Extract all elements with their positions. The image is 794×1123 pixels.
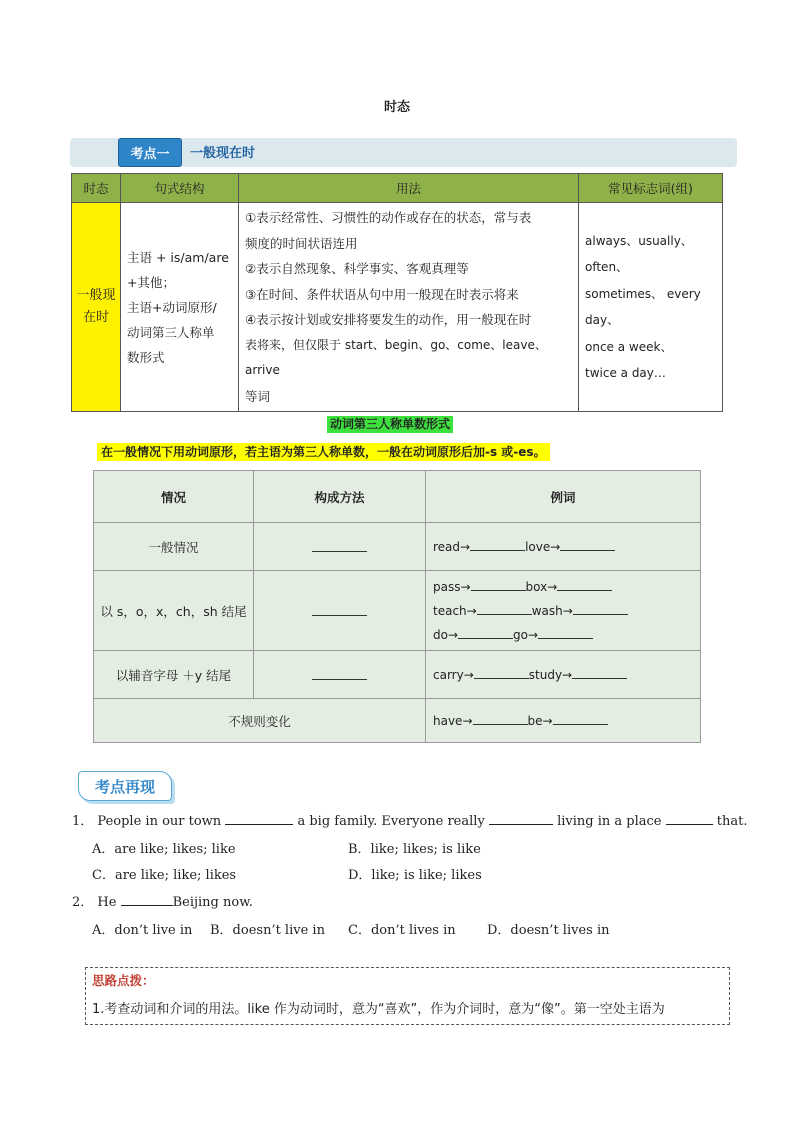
signal-line: always、usually、often、: [585, 233, 693, 274]
signals-cell: [579, 203, 723, 412]
header-case: 情况: [94, 471, 254, 523]
header-structure: 句式结构: [121, 174, 239, 203]
usage-cell: [239, 203, 579, 412]
method-blank[interactable]: [254, 571, 426, 651]
tense-table-header: [72, 174, 723, 203]
answer-blank[interactable]: [225, 812, 293, 825]
usage-line: ②表示自然现象、科学事实、客观真理等: [245, 261, 469, 276]
tense-table-row: [72, 203, 723, 412]
case-cell: 不规则变化: [94, 699, 426, 743]
third-person-heading: 动词第三人称单数形式: [327, 416, 453, 433]
examples-cell: pass→ box→ teach→ wash→ do→ go→: [426, 571, 701, 651]
table-row: [94, 571, 701, 651]
option-c[interactable]: C．are like; like; likes: [92, 868, 237, 883]
option-a[interactable]: A．are like; likes; like: [92, 842, 236, 857]
usage-line: ①表示经常性、习惯性的动作或存在的状态，常与表: [245, 210, 532, 225]
question-1: 1． People in our town a big family. Everyone really living in a place that.: [72, 814, 748, 829]
header-signals: 常见标志词(组): [579, 174, 723, 203]
table-row: [94, 523, 701, 571]
option-c[interactable]: C．don’t lives in: [348, 923, 456, 938]
case-cell: 以 s，o，x，ch，sh 结尾: [94, 571, 254, 651]
third-person-rule: 在一般情况下用动词原形，若主语为第三人称单数，一般在动词原形后加-s 或-es。: [97, 443, 550, 461]
structure-cell: [121, 203, 239, 412]
structure-line: 数形式: [127, 349, 165, 365]
question-2: 2． He Beijing now.: [72, 895, 253, 910]
usage-line: 频度的时间状语连用: [245, 235, 358, 251]
tense-name: 一般现在时: [72, 203, 121, 412]
examples-cell: read→ love→: [426, 523, 701, 571]
structure-line: 动词第三人称单: [127, 324, 215, 340]
hint-text: 1.考查动词和介词的用法。like 作为动词时，意为“喜欢”，作为介词时，意为“像”。第一空处主语为: [92, 1002, 665, 1017]
usage-line: ③在时间、条件状语从句中用一般现在时表示将来: [245, 286, 519, 302]
answer-blank[interactable]: [121, 893, 173, 906]
signal-line: twice a day…: [585, 366, 666, 380]
option-a[interactable]: A．don’t live in: [92, 923, 193, 938]
tense-table: [71, 173, 723, 412]
usage-line: 等词: [245, 388, 271, 404]
third-person-table: [93, 470, 701, 743]
page-title: 时态: [383, 100, 410, 115]
case-cell: 一般情况: [94, 523, 254, 571]
option-b[interactable]: B．doesn’t live in: [210, 923, 325, 938]
header-method: 构成方法: [254, 471, 426, 523]
third-person-header: [94, 471, 701, 523]
section-tag: 考点一: [118, 138, 182, 167]
structure-line: +其他；: [127, 274, 175, 290]
option-d[interactable]: D．like; is like; likes: [348, 868, 482, 883]
section-title: 一般现在时: [190, 146, 256, 161]
hint-title: 思路点拨：: [92, 973, 155, 988]
header-examples: 例词: [426, 471, 701, 523]
signal-line: sometimes、 every day、: [585, 286, 701, 327]
usage-line: ④表示按计划或安排将要发生的动作，用一般现在时: [245, 312, 532, 327]
signal-line: once a week、: [585, 339, 673, 354]
header-usage: 用法: [239, 174, 579, 203]
structure-line: 主语 + is/am/are: [127, 249, 229, 265]
option-b[interactable]: B．like; likes; is like: [348, 842, 481, 857]
answer-blank[interactable]: [666, 812, 713, 825]
answer-blank[interactable]: [489, 812, 553, 825]
review-badge: 考点再现: [78, 771, 172, 801]
structure-line: 主语+动词原形/: [127, 299, 217, 315]
case-cell: 以辅音字母 ＋y 结尾: [94, 651, 254, 699]
usage-line: 表将来，但仅限于 start、begin、go、come、leave、arrive: [245, 337, 547, 377]
examples-cell: carry→ study→: [426, 651, 701, 699]
examples-cell: have→ be→: [426, 699, 701, 743]
table-row: [94, 699, 701, 743]
option-d[interactable]: D．doesn’t lives in: [487, 923, 610, 938]
method-blank[interactable]: [254, 651, 426, 699]
table-row: [94, 651, 701, 699]
header-tense: 时态: [72, 174, 121, 203]
method-blank[interactable]: [254, 523, 426, 571]
